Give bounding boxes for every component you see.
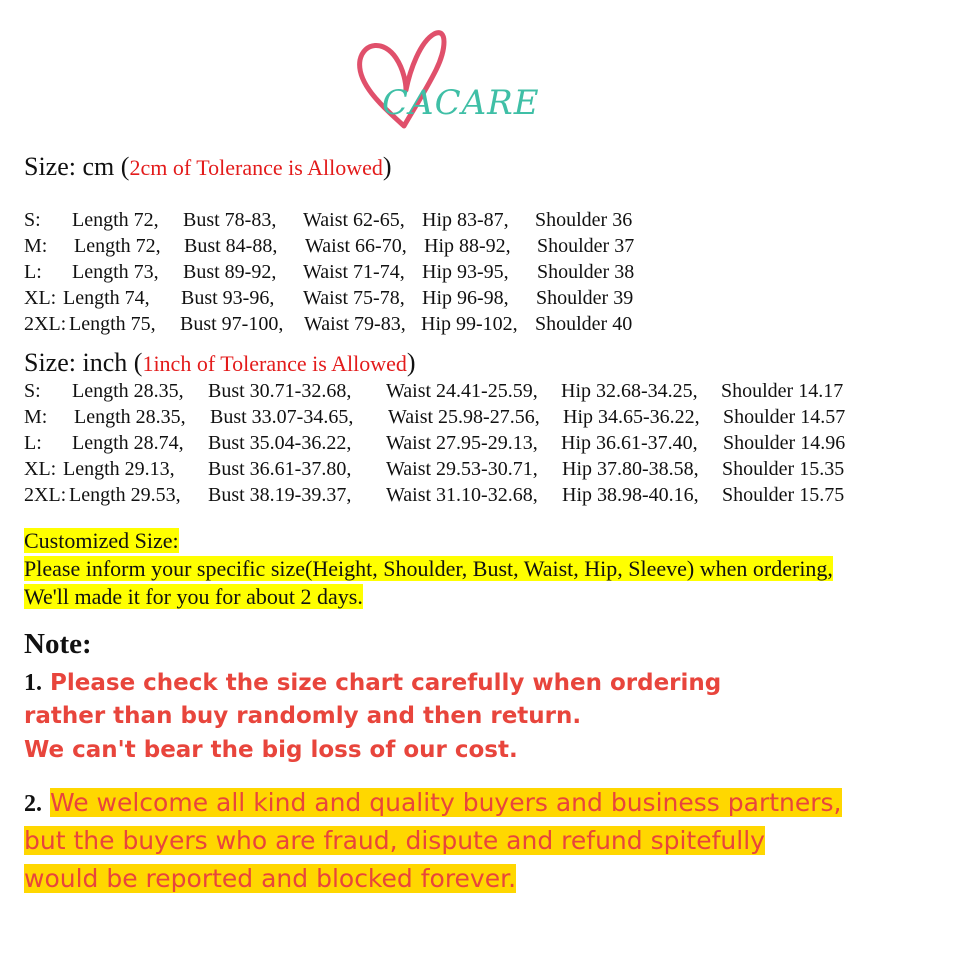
brand-logo bbox=[352, 28, 540, 133]
shoulder-value: Shoulder 15.75 bbox=[722, 484, 845, 506]
bust-value: Bust 97-100, bbox=[180, 313, 284, 335]
waist-value: Waist 24.41-25.59, bbox=[386, 380, 538, 402]
hip-value: Hip 37.80-38.58, bbox=[562, 458, 699, 480]
size-label: M: bbox=[24, 235, 48, 257]
size-label: S: bbox=[24, 380, 41, 402]
waist-value: Waist 31.10-32.68, bbox=[386, 484, 538, 506]
shoulder-value: Shoulder 14.17 bbox=[721, 380, 844, 402]
note-1-line-3: We can't bear the big loss of our cost. bbox=[24, 737, 518, 763]
customized-title: Customized Size: bbox=[24, 528, 179, 553]
length-value: Length 72, bbox=[72, 209, 159, 231]
note-1-number: 1. bbox=[24, 670, 42, 696]
length-value: Length 29.53, bbox=[69, 484, 181, 506]
hip-value: Hip 88-92, bbox=[424, 235, 511, 257]
length-value: Length 29.13, bbox=[63, 458, 175, 480]
waist-value: Waist 66-70, bbox=[305, 235, 407, 257]
bust-value: Bust 38.19-39.37, bbox=[208, 484, 352, 506]
inch-tolerance: 1inch of Tolerance is Allowed bbox=[142, 351, 407, 376]
bust-value: Bust 35.04-36.22, bbox=[208, 432, 352, 454]
hip-value: Hip 32.68-34.25, bbox=[561, 380, 698, 402]
size-label: S: bbox=[24, 209, 41, 231]
cm-tolerance: 2cm of Tolerance is Allowed bbox=[129, 155, 383, 180]
hip-value: Hip 93-95, bbox=[422, 261, 509, 283]
note-2-line-3: would be reported and blocked forever. bbox=[24, 864, 517, 893]
inch-heading: Size: inch (1inch of Tolerance is Allowed) bbox=[24, 348, 416, 377]
size-label: XL: bbox=[24, 458, 57, 480]
waist-value: Waist 27.95-29.13, bbox=[386, 432, 538, 454]
waist-value: Waist 62-65, bbox=[303, 209, 405, 231]
hip-value: Hip 36.61-37.40, bbox=[561, 432, 698, 454]
size-label: M: bbox=[24, 406, 48, 428]
bust-value: Bust 78-83, bbox=[183, 209, 277, 231]
shoulder-value: Shoulder 39 bbox=[536, 287, 634, 309]
cm-heading: Size: cm (2cm of Tolerance is Allowed) bbox=[24, 152, 392, 181]
note-title: Note: bbox=[24, 628, 92, 660]
length-value: Length 28.74, bbox=[72, 432, 184, 454]
hip-value: Hip 99-102, bbox=[421, 313, 518, 335]
size-label: L: bbox=[24, 432, 42, 454]
bust-value: Bust 30.71-32.68, bbox=[208, 380, 352, 402]
size-label: L: bbox=[24, 261, 42, 283]
customized-line-2: We'll made it for you for about 2 days. bbox=[24, 584, 363, 609]
waist-value: Waist 25.98-27.56, bbox=[388, 406, 540, 428]
waist-value: Waist 71-74, bbox=[303, 261, 405, 283]
waist-value: Waist 29.53-30.71, bbox=[386, 458, 538, 480]
shoulder-value: Shoulder 15.35 bbox=[722, 458, 845, 480]
hip-value: Hip 83-87, bbox=[422, 209, 509, 231]
waist-value: Waist 75-78, bbox=[303, 287, 405, 309]
shoulder-value: Shoulder 38 bbox=[537, 261, 635, 283]
length-value: Length 73, bbox=[72, 261, 159, 283]
size-label: 2XL: bbox=[24, 484, 67, 506]
customized-line-1: Please inform your specific size(Height, Shoulder, Bust, Waist, Hip, Sleeve) when ordering, bbox=[24, 556, 833, 581]
shoulder-value: Shoulder 40 bbox=[535, 313, 633, 335]
length-value: Length 28.35, bbox=[74, 406, 186, 428]
bust-value: Bust 36.61-37.80, bbox=[208, 458, 352, 480]
note-1-line-2: rather than buy randomly and then return. bbox=[24, 703, 582, 729]
size-label: 2XL: bbox=[24, 313, 67, 335]
length-value: Length 75, bbox=[69, 313, 156, 335]
brand-name: CACARE bbox=[382, 83, 540, 123]
hip-value: Hip 34.65-36.22, bbox=[563, 406, 700, 428]
bust-value: Bust 93-96, bbox=[181, 287, 275, 309]
shoulder-value: Shoulder 36 bbox=[535, 209, 633, 231]
note-2-line-2: but the buyers who are fraud, dispute and refund spitefully bbox=[24, 826, 765, 855]
note-2-number: 2. bbox=[24, 791, 42, 817]
bust-value: Bust 33.07-34.65, bbox=[210, 406, 354, 428]
bust-value: Bust 89-92, bbox=[183, 261, 277, 283]
shoulder-value: Shoulder 14.57 bbox=[723, 406, 846, 428]
note-2-line-1: 2. We welcome all kind and quality buyers and business partners, bbox=[24, 788, 842, 817]
hip-value: Hip 96-98, bbox=[422, 287, 509, 309]
length-value: Length 72, bbox=[74, 235, 161, 257]
shoulder-value: Shoulder 37 bbox=[537, 235, 635, 257]
hip-value: Hip 38.98-40.16, bbox=[562, 484, 699, 506]
length-value: Length 28.35, bbox=[72, 380, 184, 402]
shoulder-value: Shoulder 14.96 bbox=[723, 432, 846, 454]
inch-heading-label: Size: inch bbox=[24, 348, 128, 377]
waist-value: Waist 79-83, bbox=[304, 313, 406, 335]
size-label: XL: bbox=[24, 287, 57, 309]
bust-value: Bust 84-88, bbox=[184, 235, 278, 257]
length-value: Length 74, bbox=[63, 287, 150, 309]
cm-heading-label: Size: cm bbox=[24, 152, 115, 181]
note-1-line-1: 1. Please check the size chart carefully when ordering bbox=[24, 670, 722, 696]
